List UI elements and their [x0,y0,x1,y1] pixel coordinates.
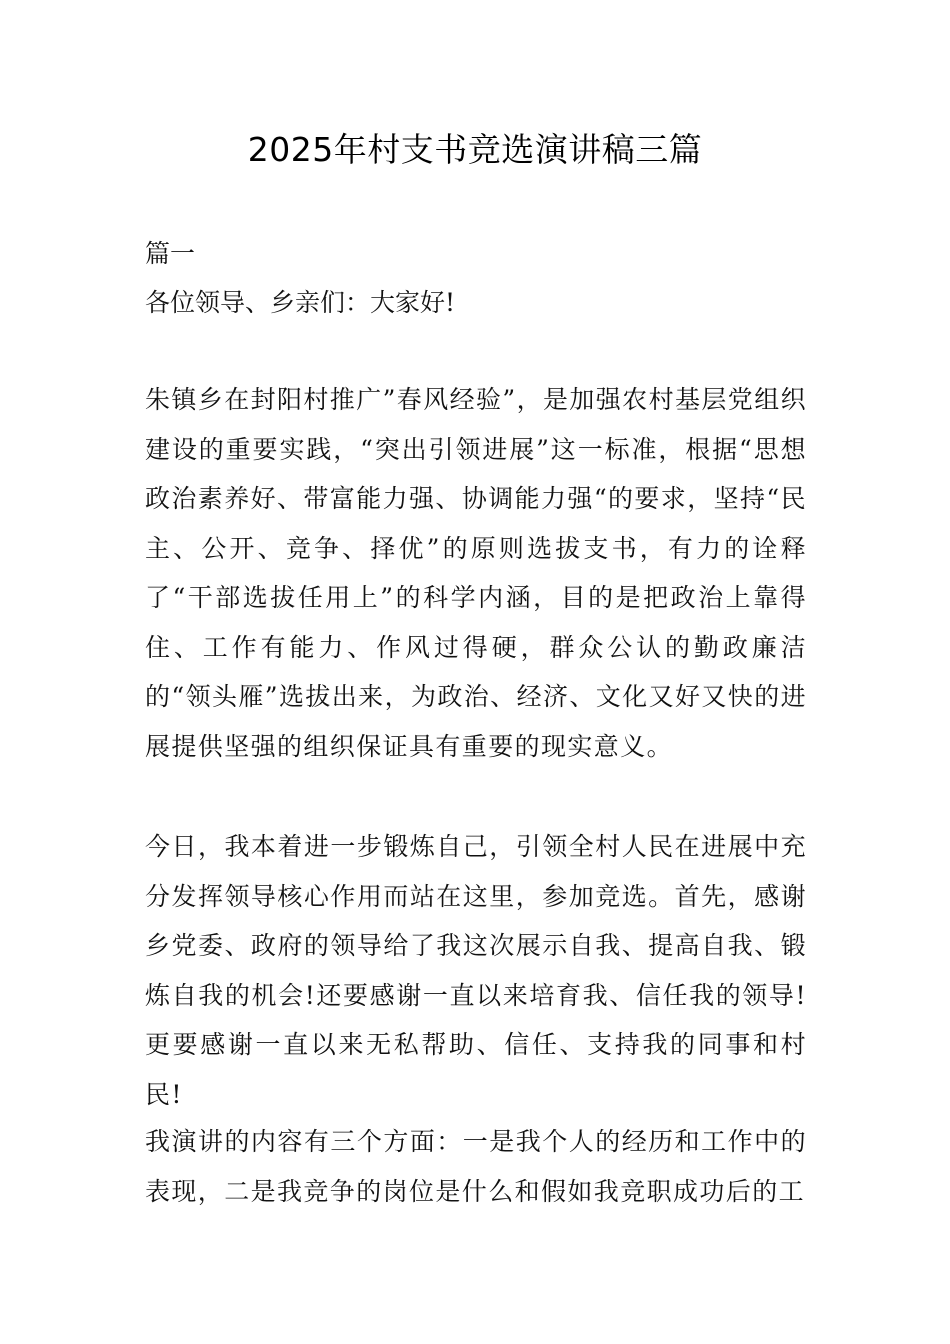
greeting-line: 各位领导、乡亲们：大家好! [145,288,456,317]
section-label: 篇一 [145,239,196,268]
paragraph-3: 我演讲的内容有三个方面：一是我个人的经历和工作中的表现，二是我竞争的岗位是什么和假如我竞职成功后的工 [145,1127,807,1206]
document-title: 2025年村支书竞选演讲稿三篇 [247,130,703,169]
paragraph-2: 今日，我本着进一步锻炼自己，引领全村人民在进展中充分发挥领导核心作用而站在这里，参加竞选。首先，感谢乡党委、政府的领导给了我这次展示自我、提高自我、锻炼自我的机会!还要感谢一直以来培育我、信任我的领导!更要感谢一直以来无私帮助、信任、支持我的同事和村民! [145,832,807,1109]
paragraph-1: 朱镇乡在封阳村推广”春风经验”，是加强农村基层党组织建设的重要实践，“突出引领进展”这一标准，根据“思想政治素养好、带富能力强、协调能力强“的要求，坚持“民主、公开、竞争、择优”的原则选拔支书，有力的诠释了“干部选拔任用上”的科学内涵，目的是把政治上靠得住、工作有能力、作风过得硬，群众公认的勤政廉洁的“领头雁”选拔出来，为政治、经济、文化又好又快的进展提供坚强的组织保证具有重要的现实意义。 [145,385,807,761]
